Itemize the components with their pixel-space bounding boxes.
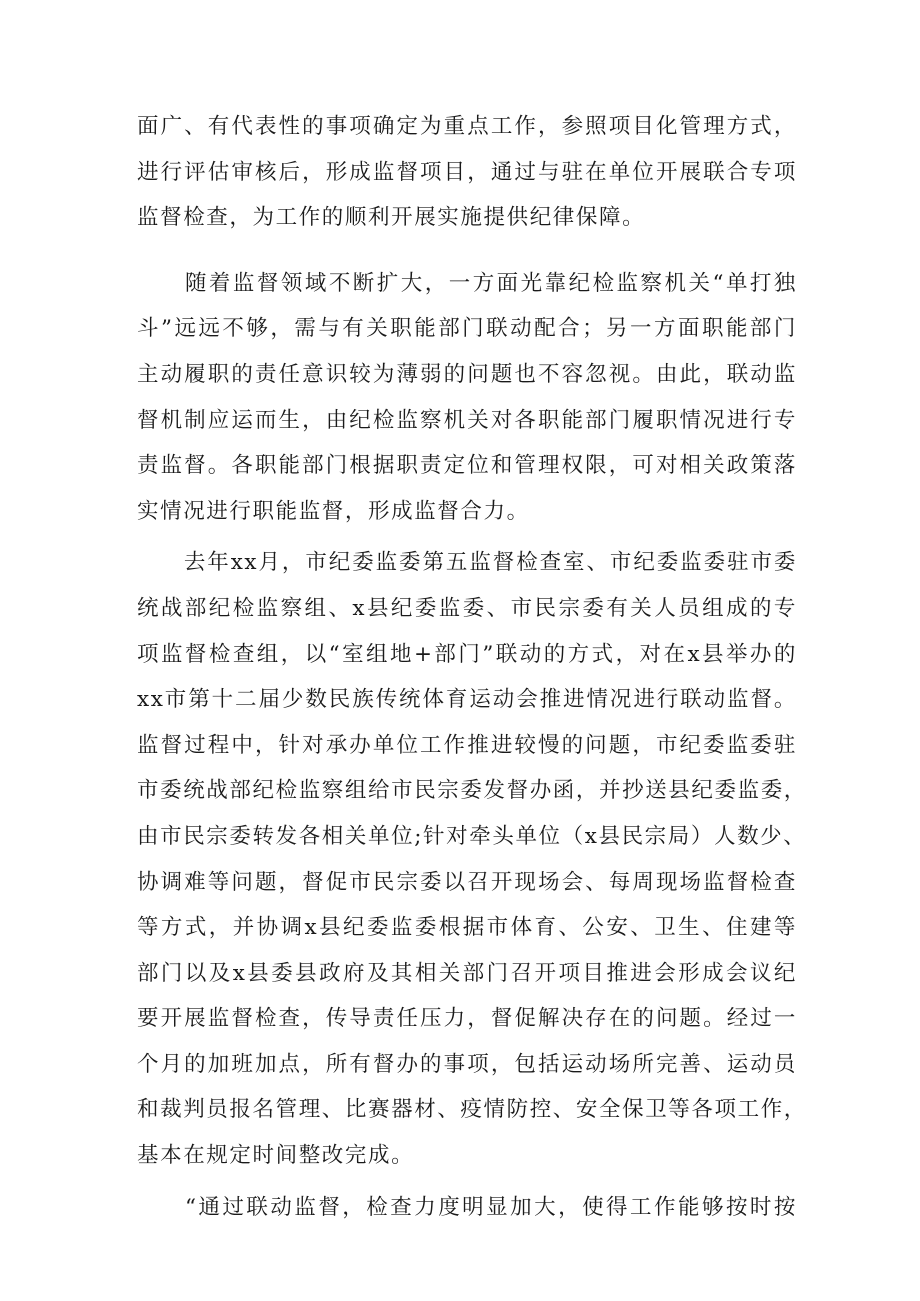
text-line: 面广、有代表性的事项确定为重点工作，参照项目化管理方式， (137, 114, 797, 139)
text-line: 个月的加班加点，所有督办的事项，包括运动场所完善、运动员 (137, 1051, 797, 1077)
text-line: 等方式，并协调x县纪委监委根据市体育、公安、卫生、住建等 (137, 915, 797, 941)
text-line: 实情况进行职能监督，形成监督合力。 (137, 498, 530, 524)
text-line: 进行评估审核后，形成监督项目，通过与驻在单位开展联合专项 (137, 159, 797, 185)
paragraph-3 (137, 540, 807, 1178)
text-line: “通过联动监督，检查力度明显加大，使得工作能够按时按 (137, 1194, 797, 1220)
text-line: 监督检查，为工作的顺利开展实施提供纪律保障。 (137, 205, 646, 231)
text-line: 和裁判员报名管理、比赛器材、疫情防控、安全保卫等各项工作， (137, 1097, 807, 1123)
text-line: 要开展监督检查，传导责任压力，督促解决存在的问题。经过一 (137, 1006, 797, 1032)
text-line: 斗”远远不够，需与有关职能部门联动配合；另一方面职能部门 (137, 316, 797, 342)
paragraph-4 (137, 1185, 797, 1231)
text-line: 责监督。各职能部门根据职责定位和管理权限，可对相关政策落 (137, 453, 797, 479)
text-line: 协调难等问题，督促市民宗委以召开现场会、每周现场监督检查 (137, 869, 797, 895)
text-line: 督机制应运而生，由纪检监察机关对各职能部门履职情况进行专 (137, 407, 797, 433)
text-line: 统战部纪检监察组、x县纪委监委、市民宗委有关人员组成的专 (137, 595, 797, 621)
text-line: xx市第十二届少数民族传统体育运动会推进情况进行联动监督。 (137, 687, 797, 713)
paragraph-gap (137, 241, 797, 261)
text-line: 基本在规定时间整改完成。 (137, 1143, 415, 1169)
text-line: 随着监督领域不断扩大，一方面光靠纪检监察机关“单打独 (137, 270, 797, 296)
document-body (137, 104, 807, 1230)
paragraph-1 (137, 104, 797, 241)
text-line: 监督过程中，针对承办单位工作推进较慢的问题，市纪委监委驻 (137, 732, 797, 758)
text-line: 市委统战部纪检监察组给市民宗委发督办函，并抄送县纪委监委， (137, 778, 807, 804)
text-line: 去年xx月，市纪委监委第五监督检查室、市纪委监委驻市委 (137, 550, 797, 576)
text-line: 由市民宗委转发各相关单位;针对牵头单位（x县民宗局）人数少、 (137, 823, 807, 849)
text-line: 部门以及x县委县政府及其相关部门召开项目推进会形成会议纪 (137, 960, 797, 986)
text-line: 项监督检查组，以“室组地+部门”联动的方式，对在x县举办的 (137, 641, 797, 667)
paragraph-2 (137, 261, 797, 535)
text-line: 主动履职的责任意识较为薄弱的问题也不容忽视。由此，联动监 (137, 361, 797, 387)
